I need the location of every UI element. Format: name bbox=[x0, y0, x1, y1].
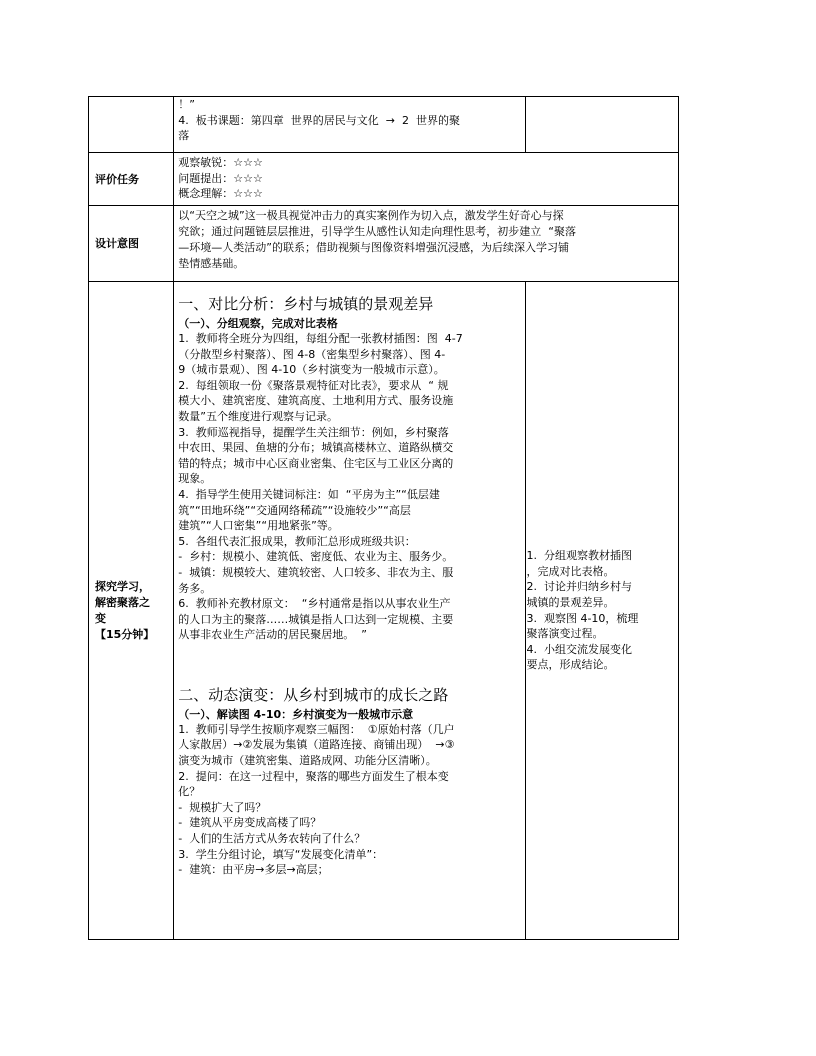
table-row bbox=[89, 206, 679, 282]
text-line: 9（城市景观）、图 4-10（乡村演变为一般城市示意）。 bbox=[178, 363, 445, 377]
activity-line: 2. 讨论并归纳乡村与 bbox=[526, 580, 632, 594]
activity-line: 聚落演变过程。 bbox=[526, 627, 604, 641]
text-line: 数量”五个维度进行观察与记录。 bbox=[178, 409, 338, 423]
text-line: 3. 教师巡视指导，提醒学生关注细节：例如，乡村聚落 bbox=[178, 425, 449, 439]
text-line: - 城镇：规模较大、建筑较密、人口较多、非农为主、服 bbox=[178, 565, 454, 579]
text-line: 2. 提问：在这一过程中，聚落的哪些方面发生了根本变 bbox=[178, 769, 449, 783]
label-cell-empty bbox=[89, 97, 174, 153]
section-subheading: （一）、解读图 4-10：乡村演变为一般城市示意 bbox=[178, 707, 414, 721]
text-line: 落 bbox=[178, 129, 190, 143]
row-label-inquiry bbox=[89, 579, 173, 643]
text-line: ！” bbox=[178, 98, 195, 111]
row-label-design-intent: 设计意图 bbox=[95, 237, 139, 250]
spacer bbox=[174, 643, 525, 685]
text-line: 演变为城市（建筑密集、道路成网、功能分区清晰）。 bbox=[178, 754, 437, 768]
label-line: 【15分钟】 bbox=[95, 627, 155, 641]
text-line: 究欲；通过问题链层层推进，引导学生从感性认知走向理性思考，初步建立 “聚落 bbox=[178, 225, 576, 238]
text-line: - 乡村：规模小、建筑低、密度低、农业为主、服务少。 bbox=[178, 550, 454, 564]
text-line: 筑”“田地环绕”“交通网络稀疏”“设施较少”“高层 bbox=[178, 503, 411, 517]
text-line: 4. 指导学生使用关键词标注：如 “平房为主”“低层建 bbox=[178, 487, 440, 501]
text-block bbox=[174, 722, 525, 878]
text-line: - 建筑：由平房→多层→高层； bbox=[178, 863, 329, 877]
text-line: （分散型乡村聚落）、图 4-8（密集型乡村聚落）、图 4- bbox=[178, 347, 446, 361]
label-line: 探究学习， bbox=[95, 579, 150, 593]
table-row bbox=[89, 97, 679, 153]
label-cell bbox=[89, 282, 174, 940]
text-block bbox=[174, 331, 525, 643]
activity-line: ，完成对比表格。 bbox=[526, 564, 615, 578]
text-line: 错的特点；城市中心区商业密集、住宅区与工业区分离的 bbox=[178, 456, 454, 470]
activity-cell-empty bbox=[526, 97, 679, 153]
content-cell bbox=[174, 97, 526, 153]
label-cell bbox=[89, 153, 174, 206]
activity-line: 要点，形成结论。 bbox=[526, 658, 615, 672]
text-line: 建筑”“人口密集”“用地紧张”等。 bbox=[178, 519, 339, 533]
text-line: 6. 教师补充教材原文： “乡村通常是指以从事农业生产 bbox=[178, 597, 451, 611]
text-line: 1. 教师引导学生按顺序观察三幅图： ①原始村落（几户 bbox=[178, 722, 455, 736]
student-activity-cell bbox=[526, 282, 679, 940]
lesson-plan-table bbox=[88, 96, 679, 940]
text-line: 人家散居）→②发展为集镇（道路连接、商铺出现） →③ bbox=[178, 738, 455, 752]
label-cell bbox=[89, 206, 174, 282]
table-row bbox=[89, 153, 679, 206]
label-line: 变 bbox=[95, 611, 106, 625]
text-line: —环境—人类活动”的联系；借助视频与图像资料增强沉浸感，为后续深入学习铺 bbox=[178, 241, 569, 254]
text-line: 的人口为主的聚落……城镇是指人口达到一定规模、主要 bbox=[178, 612, 454, 626]
content-cell bbox=[174, 282, 526, 940]
text-line: - 建筑从平房变成高楼了吗？ bbox=[178, 816, 322, 830]
section-heading: 二、动态演变：从乡村到城市的成长之路 bbox=[178, 685, 449, 704]
section-subheading: （一）、分组观察，完成对比表格 bbox=[178, 317, 338, 330]
text-line: 1. 教师将全班分为四组，每组分配一张教材插图：图 4-7 bbox=[178, 332, 463, 345]
label-line: 解密聚落之 bbox=[95, 595, 150, 609]
text-line: 务多。 bbox=[178, 581, 212, 595]
text-line: - 规模扩大了吗？ bbox=[178, 800, 267, 814]
text-line: 2. 每组领取一份《聚落景观特征对比表》，要求从 “ 规 bbox=[178, 378, 449, 392]
content-cell bbox=[174, 153, 679, 206]
text-line: 从事非农业生产活动的居民聚居地。 ” bbox=[178, 628, 367, 642]
row-label-evaluation: 评价任务 bbox=[95, 172, 139, 186]
text-line: 概念理解：☆☆☆ bbox=[178, 187, 263, 201]
text-line: 垫情感基础。 bbox=[178, 257, 245, 270]
text-line: 中农田、果园、鱼塘的分布；城镇高楼林立、道路纵横交 bbox=[178, 441, 454, 455]
text-line: 模大小、建筑密度、建筑高度、土地利用方式、服务设施 bbox=[178, 394, 454, 408]
activity-line: 4. 小组交流发展变化 bbox=[526, 642, 632, 656]
table-row bbox=[89, 282, 679, 940]
content-cell bbox=[174, 206, 679, 282]
text-line: 3. 学生分组讨论，填写“发展变化清单”： bbox=[178, 847, 384, 861]
section-heading: 一、对比分析：乡村与城镇的景观差异 bbox=[178, 295, 434, 313]
text-line: 4. 板书课题：第四章 世界的居民与文化 → 2 世界的聚 bbox=[178, 113, 460, 127]
text-line: 以“天空之城”这一极具视觉冲击力的真实案例作为切入点，激发学生好奇心与探 bbox=[178, 209, 564, 222]
activity-line: 城镇的景观差异。 bbox=[526, 595, 615, 609]
activity-line: 1. 分组观察教材插图 bbox=[526, 549, 632, 563]
text-line: 现象。 bbox=[178, 472, 212, 486]
text-block bbox=[174, 153, 678, 202]
text-line: 5. 各组代表汇报成果，教师汇总形成班级共识： bbox=[178, 534, 416, 548]
activity-line: 3. 观察图 4-10，梳理 bbox=[526, 611, 639, 625]
text-block bbox=[174, 97, 525, 144]
text-line: 化？ bbox=[178, 785, 201, 799]
text-block bbox=[174, 206, 678, 272]
text-line: 问题提出：☆☆☆ bbox=[178, 171, 263, 185]
text-line: 观察敏锐：☆☆☆ bbox=[178, 156, 263, 169]
text-line: - 人们的生活方式从务农转向了什么？ bbox=[178, 832, 366, 846]
